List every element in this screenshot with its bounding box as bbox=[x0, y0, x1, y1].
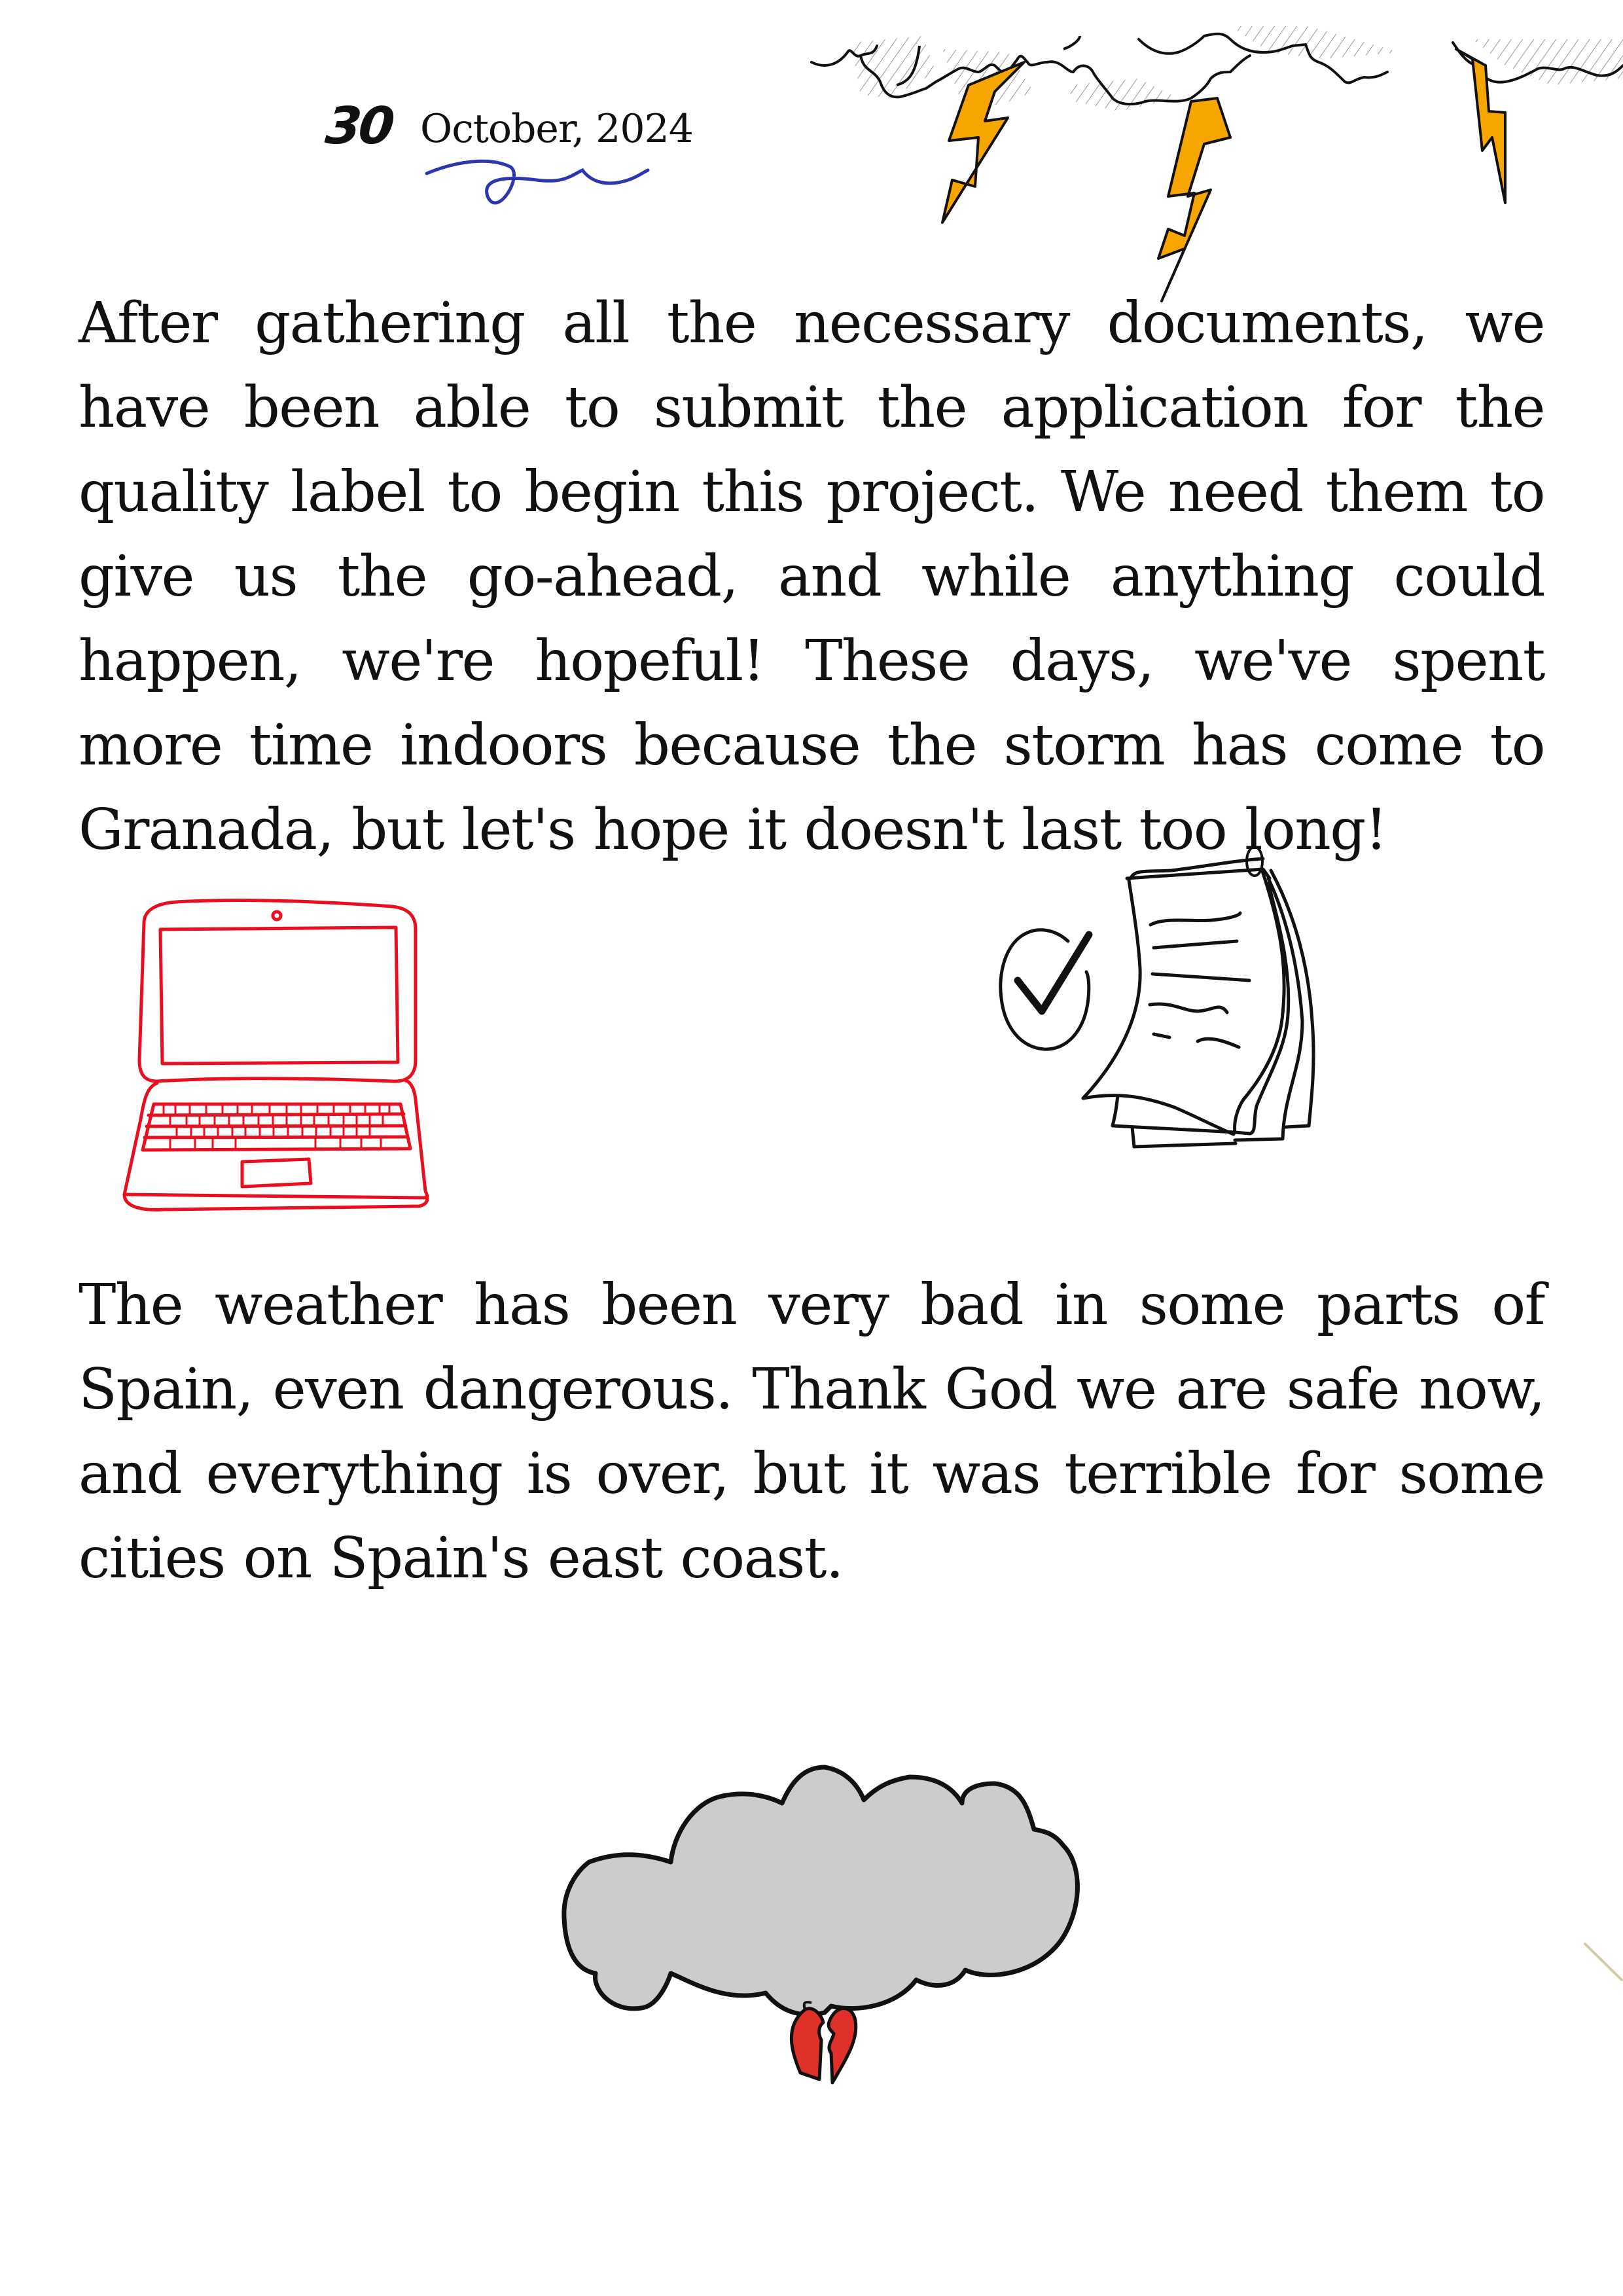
paragraph-1: After gathering all the necessary documents, we have been able to submit the application for the quality label to begin this project. We need them to give us the go-ahead, and while anything could happen, we're hopeful! These days, we've spent more time indoors because the storm has come to Granada, but let's hope it doesn't last too long! bbox=[79, 291, 1544, 863]
decorative-stroke-icon bbox=[1558, 1898, 1623, 2029]
storm-clouds-lightning-icon bbox=[812, 0, 1623, 314]
approved-documents-icon bbox=[982, 825, 1440, 1165]
sad-cloud-broken-heart-icon bbox=[550, 1754, 1139, 2121]
laptop-icon bbox=[118, 877, 445, 1217]
date-day: 30 bbox=[323, 97, 395, 156]
squiggle-underline-icon bbox=[419, 157, 654, 216]
date-month-year: October, 2024 bbox=[420, 106, 693, 152]
paragraph-2: The weather has been very bad in some parts of Spain, even dangerous. Thank God we are safe now, and everything is over, but it was terrible for some cities on Spain's east coast. bbox=[79, 1272, 1544, 1591]
